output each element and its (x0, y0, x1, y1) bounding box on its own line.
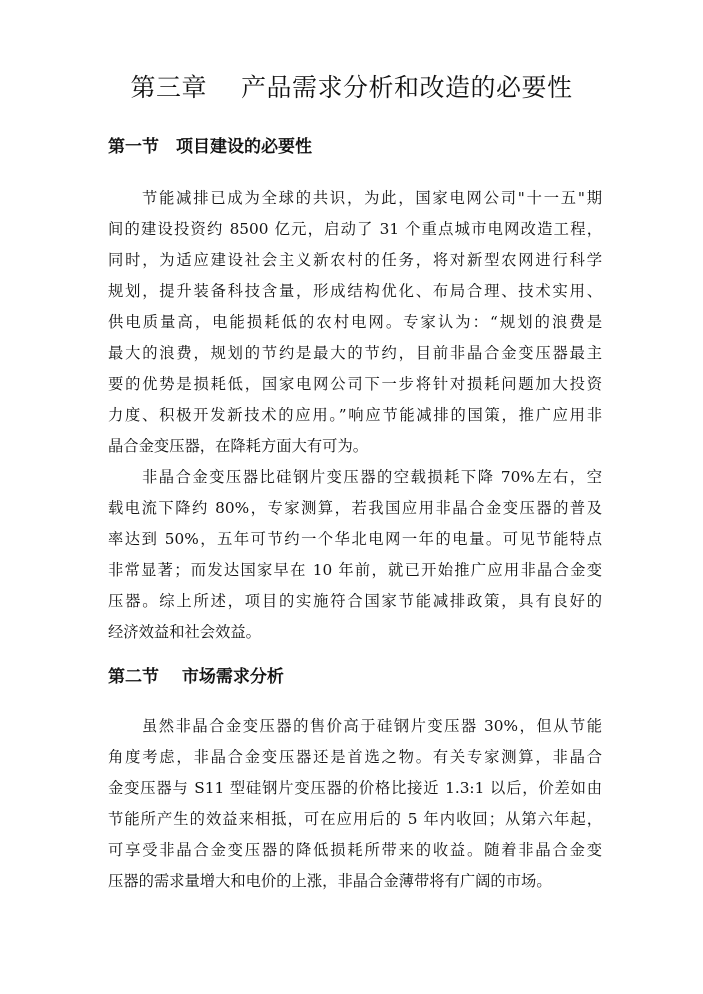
section2-paragraph-1 (108, 711, 602, 897)
text-line: 压器的需求量增大和电价的上涨，非晶合金薄带将有广阔的市场。 (108, 872, 552, 890)
text-line: 率达到 50%，五年可节约一个华北电网一年的电量。可见节能特点 (108, 530, 602, 548)
text-line: 最大的浪费，规划的节约是最大的节约，目前非晶合金变压器最主 (108, 344, 602, 362)
text-line: 规划，提升装备科技含量，形成结构优化、布局合理、技术实用、 (108, 282, 602, 300)
text-line: 节能所产生的效益来相抵，可在应用后的 5 年内收回；从第六年起， (108, 810, 602, 828)
text-line: 要的优势是损耗低，国家电网公司下一步将针对损耗问题加大投资 (108, 375, 602, 393)
chapter-title: 第三章 产品需求分析和改造的必要性 (130, 73, 573, 102)
section-title-2: 第二节 市场需求分析 (108, 667, 284, 687)
text-line: 虽然非晶合金变压器的售价高于硅钢片变压器 30%，但从节能 (142, 717, 602, 735)
section-title-1: 第一节 项目建设的必要性 (108, 137, 312, 157)
text-line: 非晶合金变压器比硅钢片变压器的空载损耗下降 70%左右，空 (142, 468, 602, 486)
text-line: 力度、积极开发新技术的应用。”响应节能减排的国策，推广应用非 (108, 406, 602, 424)
text-line: 压器。综上所述，项目的实施符合国家节能减排政策，具有良好的 (108, 592, 602, 610)
text-line: 节能减排已成为全球的共识，为此，国家电网公司"十一五"期 (142, 189, 602, 207)
text-line: 供电质量高，电能损耗低的农村电网。专家认为：“规划的浪费是 (108, 313, 602, 331)
text-line: 载电流下降约 80%，专家测算，若我国应用非晶合金变压器的普及 (108, 499, 602, 517)
section1-paragraph-1 (108, 183, 602, 462)
text-line: 金变压器与 S11 型硅钢片变压器的价格比接近 1.3:1 以后，价差如由 (108, 779, 602, 797)
text-line: 可享受非晶合金变压器的降低损耗所带来的收益。随着非晶合金变 (108, 841, 602, 859)
text-line: 晶合金变压器，在降耗方面大有可为。 (108, 437, 369, 455)
text-line: 非常显著；而发达国家早在 10 年前，就已开始推广应用非晶合金变 (108, 561, 602, 579)
text-line: 角度考虑，非晶合金变压器还是首选之物。有关专家测算，非晶合 (108, 748, 602, 766)
section1-paragraph-2 (108, 462, 602, 648)
text-line: 间的建设投资约 8500 亿元，启动了 31 个重点城市电网改造工程， (108, 220, 602, 238)
text-line: 同时，为适应建设社会主义新农村的任务，将对新型农网进行科学 (108, 251, 602, 269)
text-line: 经济效益和社会效益。 (108, 623, 261, 641)
